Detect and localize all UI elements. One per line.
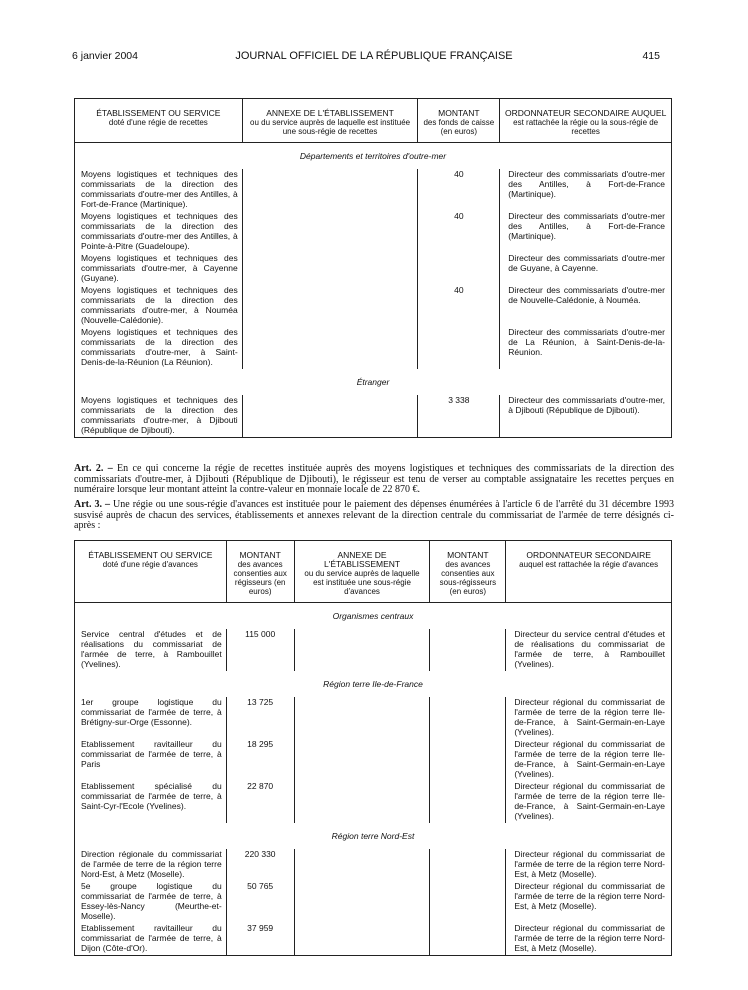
table-row (75, 629, 672, 671)
column-header-sub: doté d'une régie de recettes (108, 118, 208, 127)
column-header (75, 99, 243, 143)
cell-ordo: Directeur régional du commissariat de l'armée de terre de la région terre Ile-de-France, à Saint-Germain-en-Laye (Yvelines). (514, 697, 665, 737)
cell-annexe (294, 781, 430, 823)
column-header-main: ORDONNATEUR SECONDAIRE AUQUEL (504, 108, 667, 118)
column-header-main: MONTANT (447, 550, 489, 560)
table-row (75, 739, 672, 781)
column-header-sub: ou du service auprès de laquelle est instituée une sous-régie de recettes (250, 118, 411, 136)
cell-annexe (242, 395, 418, 438)
cell-ordo: Directeur des commissariats d'outre-mer de La Réunion, à Saint-Denis-de-la-Réunion. (508, 327, 665, 357)
cell-etab: Etablissement ravitailleur du commissariat de l'armée de terre, à Paris (75, 739, 227, 781)
article-3 (74, 500, 674, 532)
column-header-main: MONTANT (239, 550, 281, 560)
cell-montant_sr (430, 629, 506, 671)
table-row (75, 395, 672, 438)
cell-annexe (294, 697, 430, 739)
cell-montant (418, 253, 500, 285)
cell-etab: Service central d'études et de réalisations du commissariat de l'armée de terre, à Rambouillet (Yvelines). (75, 629, 227, 671)
section-row (75, 823, 672, 849)
table-row (75, 327, 672, 369)
cell-etab: Moyens logistiques et techniques des commissariats de la direction des commissariats d'outre-mer, à Nouméa (Nouvelle-Calédonie). (75, 285, 243, 327)
cell-annexe (294, 923, 430, 956)
table-row (75, 285, 672, 327)
column-header-sub: doté d'une régie d'avances (102, 560, 198, 569)
cell-montant: 115 000 (226, 629, 294, 671)
cell-ordo: Directeur des commissariats d'outre-mer, à Djibouti (République de Djibouti). (508, 395, 665, 415)
column-header-main: ANNEXE DE L'ÉTABLISSEMENT (266, 108, 394, 118)
cell-montant_sr (430, 739, 506, 781)
section-title: Organismes centraux (332, 611, 414, 621)
column-header-sub: des avances consenties aux sous-régisseurs (en euros) (439, 560, 497, 596)
cell-montant_sr (430, 881, 506, 923)
cell-annexe (294, 629, 430, 671)
cell-montant: 50 765 (226, 881, 294, 923)
cell-ordo: Directeur des commissariats d'outre-mer des Antilles, à Fort-de-France (Martinique). (508, 211, 665, 241)
page-date: 6 janvier 2004 (72, 50, 138, 62)
cell-montant: 40 (418, 169, 500, 211)
column-header-main: ÉTABLISSEMENT OU SERVICE (88, 550, 213, 560)
cell-montant (418, 327, 500, 369)
cell-annexe (242, 253, 418, 285)
cell-montant_sr (430, 923, 506, 956)
cell-annexe (242, 211, 418, 253)
cell-annexe (242, 327, 418, 369)
cell-etab: Moyens logistiques et techniques des commissariats de la direction des commissariats d'outre-mer des Antilles, à Fort-de-France (Martinique). (75, 169, 243, 211)
column-header-main: MONTANT (438, 108, 480, 118)
cell-ordo: Directeur régional du commissariat de l'armée de terre de la région terre Ile-de-France, à Saint-Germain-en-Laye (Yvelines). (514, 739, 665, 779)
cell-montant: 37 959 (226, 923, 294, 956)
journal-title: JOURNAL OFFICIEL DE LA RÉPUBLIQUE FRANÇAISE (235, 50, 513, 62)
column-header (75, 541, 227, 603)
cell-montant_sr (430, 781, 506, 823)
cell-montant: 220 330 (226, 849, 294, 881)
article-3-label: Art. 3. – (74, 499, 111, 510)
section-title: Région terre Nord-Est (331, 831, 415, 841)
cell-montant: 13 725 (226, 697, 294, 739)
column-header-sub: des fonds de caisse (en euros) (423, 118, 495, 136)
cell-montant_sr (430, 849, 506, 881)
article-3-text: Une régie ou une sous-régie d'avances est instituée pour le paiement des dépenses énumérées à l'article 6 de l'arrêté du 31 décembre 1993 susvisé auprès de chacun des services, établissements et annexes relevant de la direction centrale du commissariat de l'armée de terre désignés ci-après : (74, 499, 674, 531)
section-row (75, 671, 672, 697)
cell-montant: 40 (418, 285, 500, 327)
cell-montant: 3 338 (418, 395, 500, 438)
table-row (75, 881, 672, 923)
cell-ordo: Directeur régional du commissariat de l'armée de terre de la région terre Ile-de-France, à Saint-Germain-en-Laye (Yvelines). (514, 781, 665, 821)
column-header-main: ORDONNATEUR SECONDAIRE (526, 550, 651, 560)
cell-annexe (294, 881, 430, 923)
cell-etab: Etablissement spécialisé du commissariat de l'armée de terre, à Saint-Cyr-l'Ecole (Yvelines). (75, 781, 227, 823)
page-number: 415 (642, 50, 660, 62)
column-header (226, 541, 294, 603)
column-header (242, 99, 418, 143)
column-header-sub: ou du service auprès de laquelle est instituée une sous-régie d'avances (304, 569, 420, 596)
column-header (500, 99, 672, 143)
section-title: Région terre Ile-de-France (323, 679, 423, 689)
cell-annexe (242, 169, 418, 211)
table-row (75, 253, 672, 285)
table-header-row (75, 541, 672, 603)
cell-montant: 40 (418, 211, 500, 253)
cell-ordo: Directeur des commissariats d'outre-mer des Antilles, à Fort-de-France (Martinique). (508, 169, 665, 199)
cell-etab: 1er groupe logistique du commissariat de l'armée de terre, à Brétigny-sur-Orge (Essonne). (75, 697, 227, 739)
cell-etab: Moyens logistiques et techniques des commissariats de la direction des commissariats d'outre-mer, à Saint-Denis-de-la-Réunion (La Réunion). (75, 327, 243, 369)
cell-annexe (294, 849, 430, 881)
column-header-sub: auquel est rattachée la régie d'avances (519, 560, 659, 569)
table-header-row (75, 99, 672, 143)
cell-ordo: Directeur régional du commissariat de l'armée de terre de la région terre Nord-Est, à Metz (Moselle). (514, 881, 665, 911)
column-header-main: ÉTABLISSEMENT OU SERVICE (96, 108, 221, 118)
column-header-main: ANNEXE DE L'ÉTABLISSEMENT (323, 550, 401, 569)
article-2-text: En ce qui concerne la régie de recettes instituée auprès des moyens logistiques et techniques des commissariats de la direction des commissariats d'outre-mer, à Djibouti (République de Djibouti), le régisseur est tenu de verser au comptable assignataire les recettes perçues en numéraire lorsque leur montant atteint la contre-valeur en monnaie locale de 22 870 €. (74, 463, 674, 495)
table-row (75, 923, 672, 956)
table-row (75, 849, 672, 881)
cell-ordo: Directeur régional du commissariat de l'armée de terre de la région terre Nord-Est, à Metz (Moselle). (514, 849, 665, 879)
cell-ordo: Directeur du service central d'études et de réalisations du commissariat de l'armée de terre, à Rambouillet (Yvelines). (514, 629, 665, 669)
cell-ordo: Directeur des commissariats d'outre-mer de Guyane, à Cayenne. (508, 253, 665, 273)
table-row (75, 211, 672, 253)
table-row (75, 781, 672, 823)
cell-montant_sr (430, 697, 506, 739)
cell-montant: 18 295 (226, 739, 294, 781)
column-header (430, 541, 506, 603)
section-row (75, 369, 672, 395)
recettes-table (74, 98, 672, 438)
cell-etab: 5e groupe logistique du commissariat de l'armée de terre, à Essey-lès-Nancy (Meurthe-et-Moselle). (75, 881, 227, 923)
article-2-label: Art. 2. – (74, 463, 113, 474)
cell-etab: Moyens logistiques et techniques des commissariats de la direction des commissariats d'outre-mer, à Djibouti (République de Djibouti). (75, 395, 243, 438)
cell-etab: Etablissement ravitailleur du commissariat de l'armée de terre, à Dijon (Côte-d'Or). (75, 923, 227, 956)
cell-annexe (294, 739, 430, 781)
column-header (506, 541, 672, 603)
cell-ordo: Directeur des commissariats d'outre-mer de Nouvelle-Calédonie, à Nouméa. (508, 285, 665, 305)
section-title: Départements et territoires d'outre-mer (299, 151, 447, 161)
cell-montant: 22 870 (226, 781, 294, 823)
section-row (75, 603, 672, 630)
cell-etab: Moyens logistiques et techniques des commissariats de la direction des commissariats d'outre-mer des Antilles, à Pointe-à-Pitre (Guadeloupe). (75, 211, 243, 253)
cell-etab: Moyens logistiques et techniques des commissariats d'outre-mer, à Cayenne (Guyane). (75, 253, 243, 285)
table-row (75, 697, 672, 739)
column-header-sub: des avances consenties aux régisseurs (en euros) (233, 560, 287, 596)
column-header-sub: est rattachée la régie ou la sous-régie de recettes (513, 118, 659, 136)
column-header (294, 541, 430, 603)
cell-etab: Direction régionale du commissariat de l'armée de terre de la région terre Nord-Est, à Metz (Moselle). (75, 849, 227, 881)
section-row (75, 143, 672, 170)
column-header (418, 99, 500, 143)
cell-annexe (242, 285, 418, 327)
avances-table (74, 540, 672, 956)
table-row (75, 169, 672, 211)
section-title: Étranger (356, 377, 390, 387)
cell-ordo: Directeur régional du commissariat de l'armée de terre de la région terre Nord-Est, à Metz (Moselle). (514, 923, 665, 953)
article-2 (74, 464, 674, 496)
